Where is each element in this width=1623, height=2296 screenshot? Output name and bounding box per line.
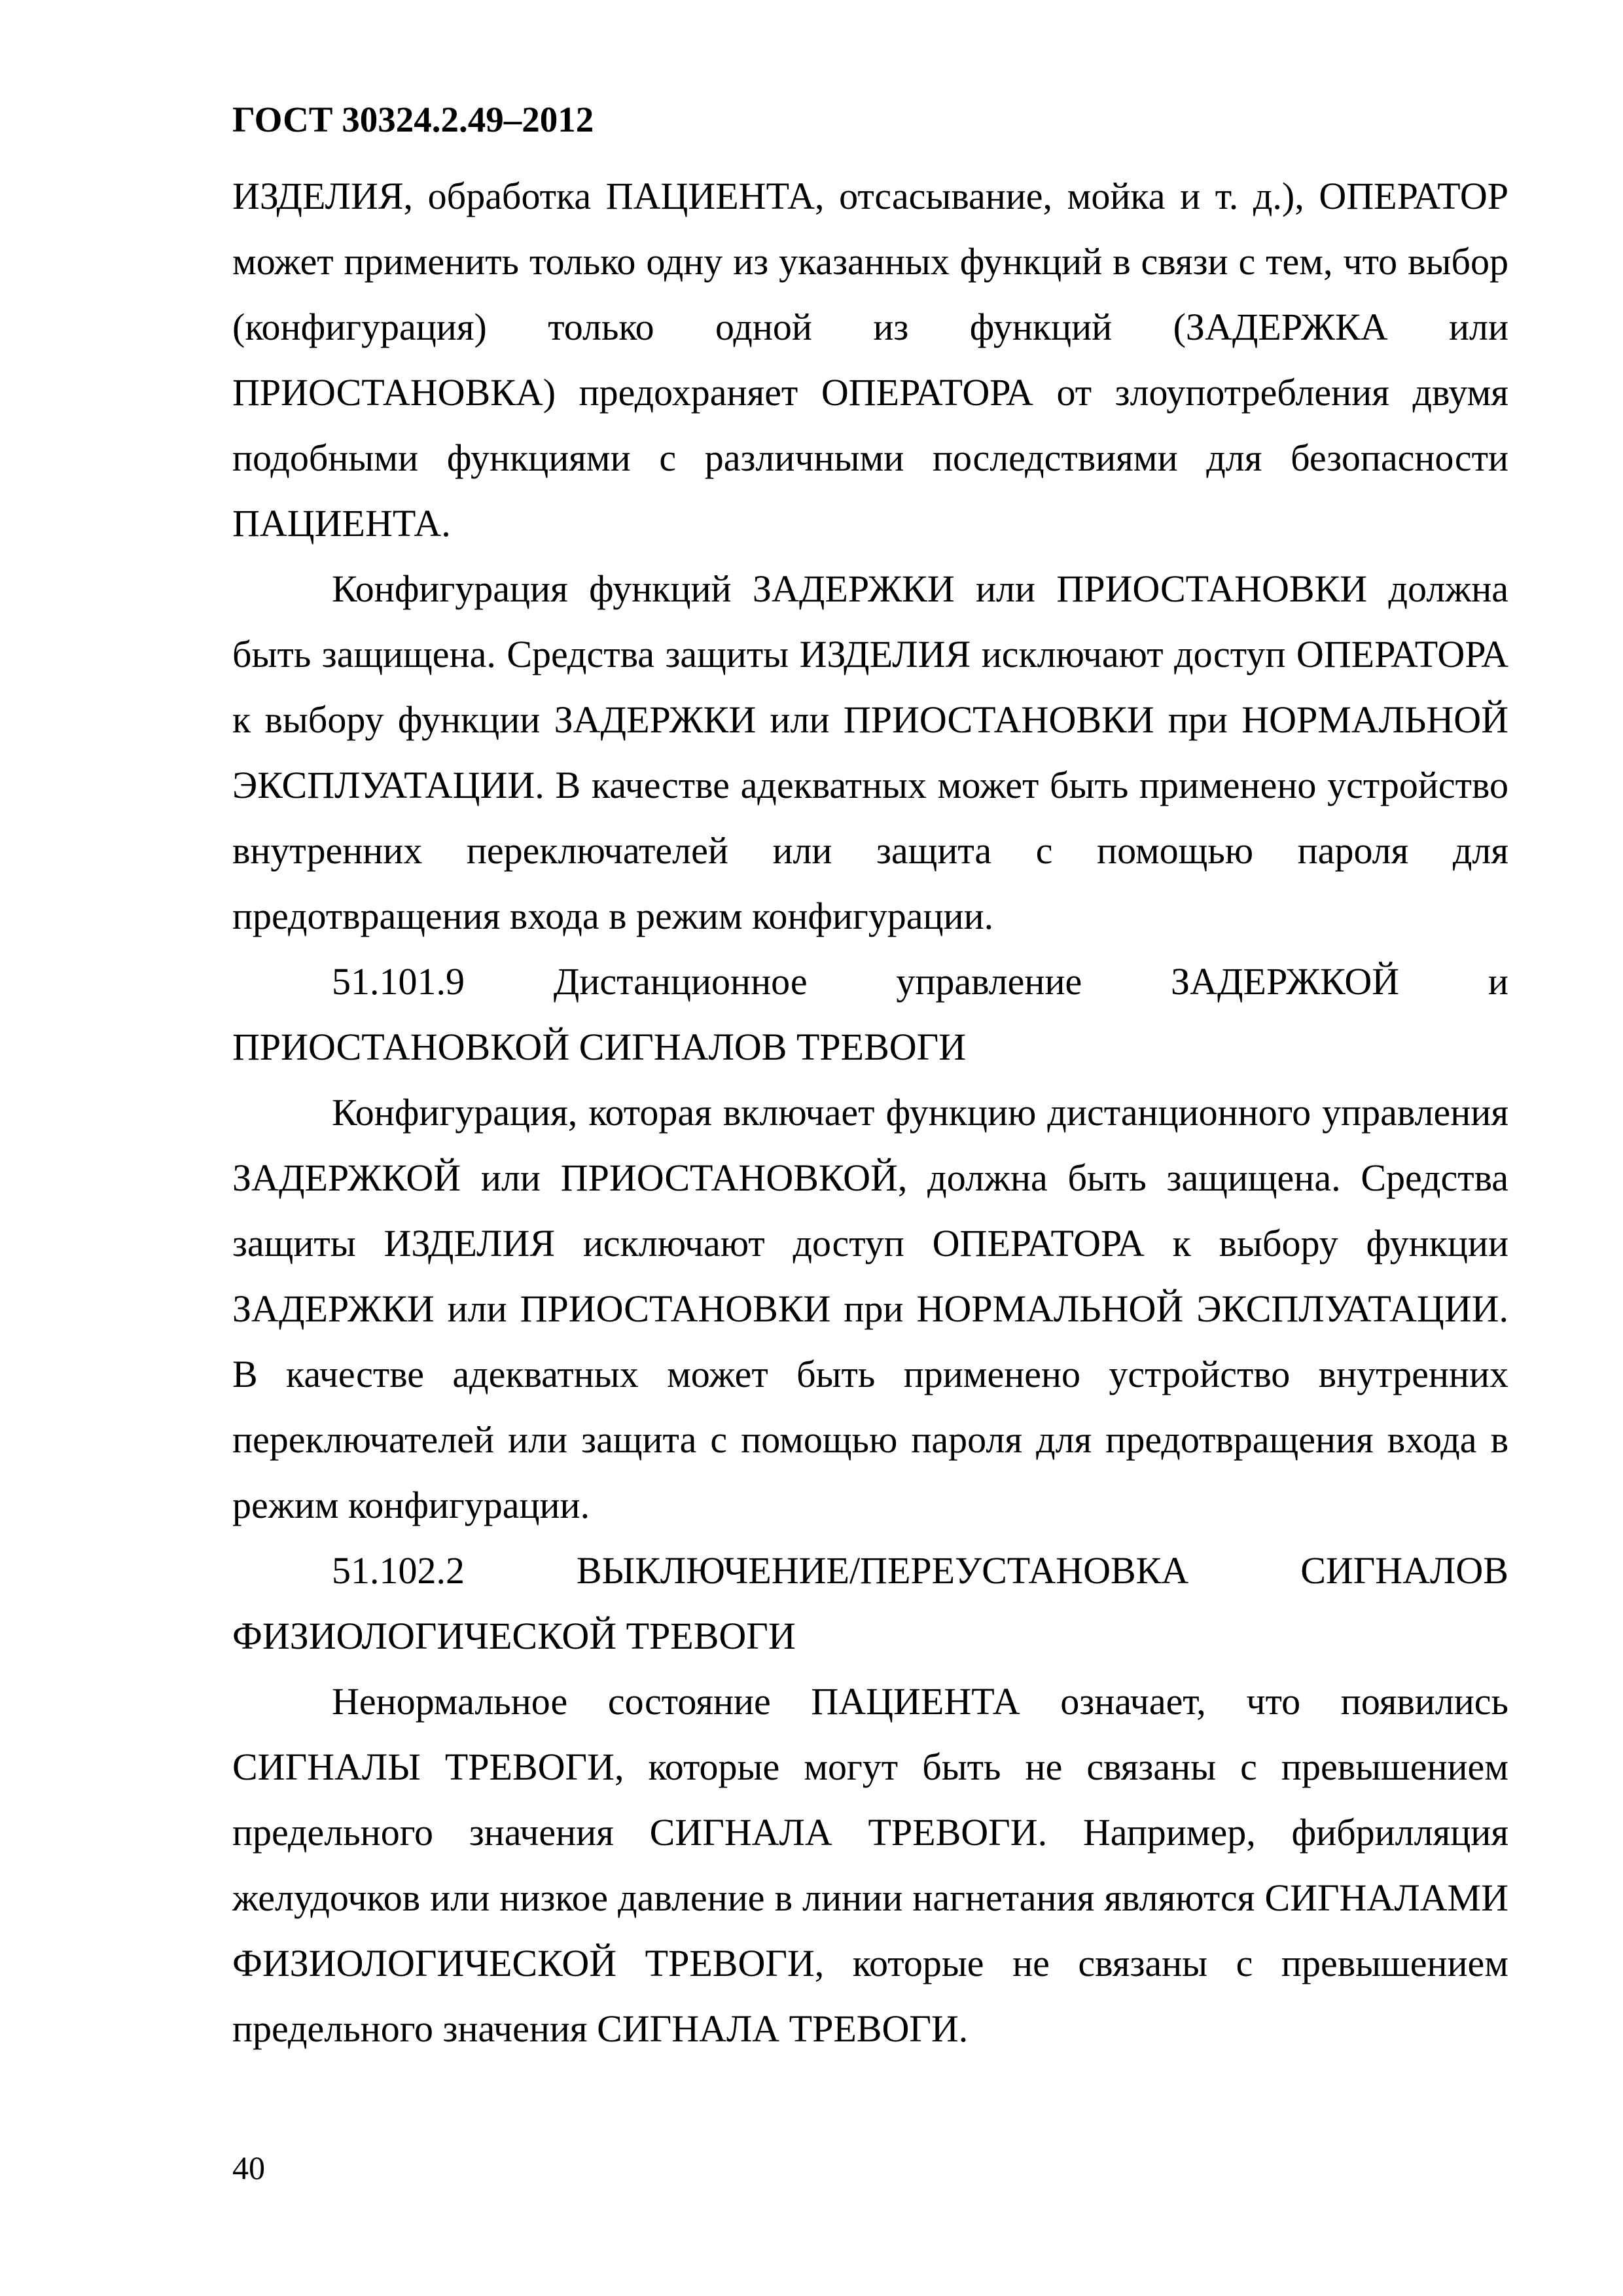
section-heading-51-101-9 xyxy=(232,949,1508,1014)
section-number: 51.102.2 xyxy=(332,1549,465,1592)
section-title-word: ВЫКЛЮЧЕНИЕ/ПЕРЕУСТАНОВКА xyxy=(576,1549,1189,1592)
paragraph-configuration-protection: Конфигурация функций ЗАДЕРЖКИ или ПРИОСТАНОВКИ должна быть защищена. Средства защиты ИЗДЕЛИЯ исключают доступ ОПЕРАТОРА к выбору функции ЗАДЕРЖКИ или ПРИОСТАНОВКИ при НОРМАЛЬНОЙ ЭКСПЛУАТАЦИИ. В качестве адекватных может быть применено устройство внутренних переключателей или защита с помощью пароля для предотвращения входа в режим конфигурации. xyxy=(232,567,1508,937)
document-header-code: ГОСТ 30324.2.49–2012 xyxy=(232,99,594,139)
section-title-word: ЗАДЕРЖКОЙ xyxy=(1171,960,1400,1003)
section-title-continuation: ПРИОСТАНОВКОЙ СИГНАЛОВ ТРЕВОГИ xyxy=(232,1026,967,1068)
section-title-word: управление xyxy=(896,960,1082,1003)
paragraph-physiological-alarm: Ненормальное состояние ПАЦИЕНТА означает, что появились СИГНАЛЫ ТРЕВОГИ, которые могут быть не связаны с превышением предельного значения СИГНАЛА ТРЕВОГИ. Например, фибрилляция желудочков или низкое давление в линии нагнетания являются СИГНАЛАМИ ФИЗИОЛОГИЧЕСКОЙ ТРЕВОГИ, которые не связаны с превышением предельного значения СИГНАЛА ТРЕВОГИ. xyxy=(232,1680,1508,2050)
section-title-continuation: ФИЗИОЛОГИЧЕСКОЙ ТРЕВОГИ xyxy=(232,1615,796,1657)
section-title-word: и xyxy=(1488,960,1508,1003)
paragraph-remote-control: Конфигурация, которая включает функцию дистанционного управления ЗАДЕРЖКОЙ или ПРИОСТАНОВКОЙ, должна быть защищена. Средства защиты ИЗДЕЛИЯ исключают доступ ОПЕРАТОРА к выбору функции ЗАДЕРЖКИ или ПРИОСТАНОВКИ при НОРМАЛЬНОЙ ЭКСПЛУАТАЦИИ. В качестве адекватных может быть применено устройство внутренних переключателей или защита с помощью пароля для предотвращения входа в режим конфигурации. xyxy=(232,1091,1508,1526)
section-number: 51.101.9 xyxy=(332,960,465,1003)
document-body xyxy=(232,164,1508,2062)
paragraph-continuation: ИЗДЕЛИЯ, обработка ПАЦИЕНТА, отсасывание, мойка и т. д.), ОПЕРАТОР может применить только одну из указанных функций в связи с тем, что выбор (конфигурация) только одной из функций (ЗАДЕРЖКА или ПРИОСТАНОВКА) предохраняет ОПЕРАТОРА от злоупотребления двумя подобными функциями с различными последствиями для безопасности ПАЦИЕНТА. xyxy=(232,175,1508,545)
section-heading-51-102-2 xyxy=(232,1538,1508,1604)
section-title-word: СИГНАЛОВ xyxy=(1300,1549,1508,1592)
page-number: 40 xyxy=(232,2149,265,2186)
section-title-word: Дистанционное xyxy=(553,960,808,1003)
